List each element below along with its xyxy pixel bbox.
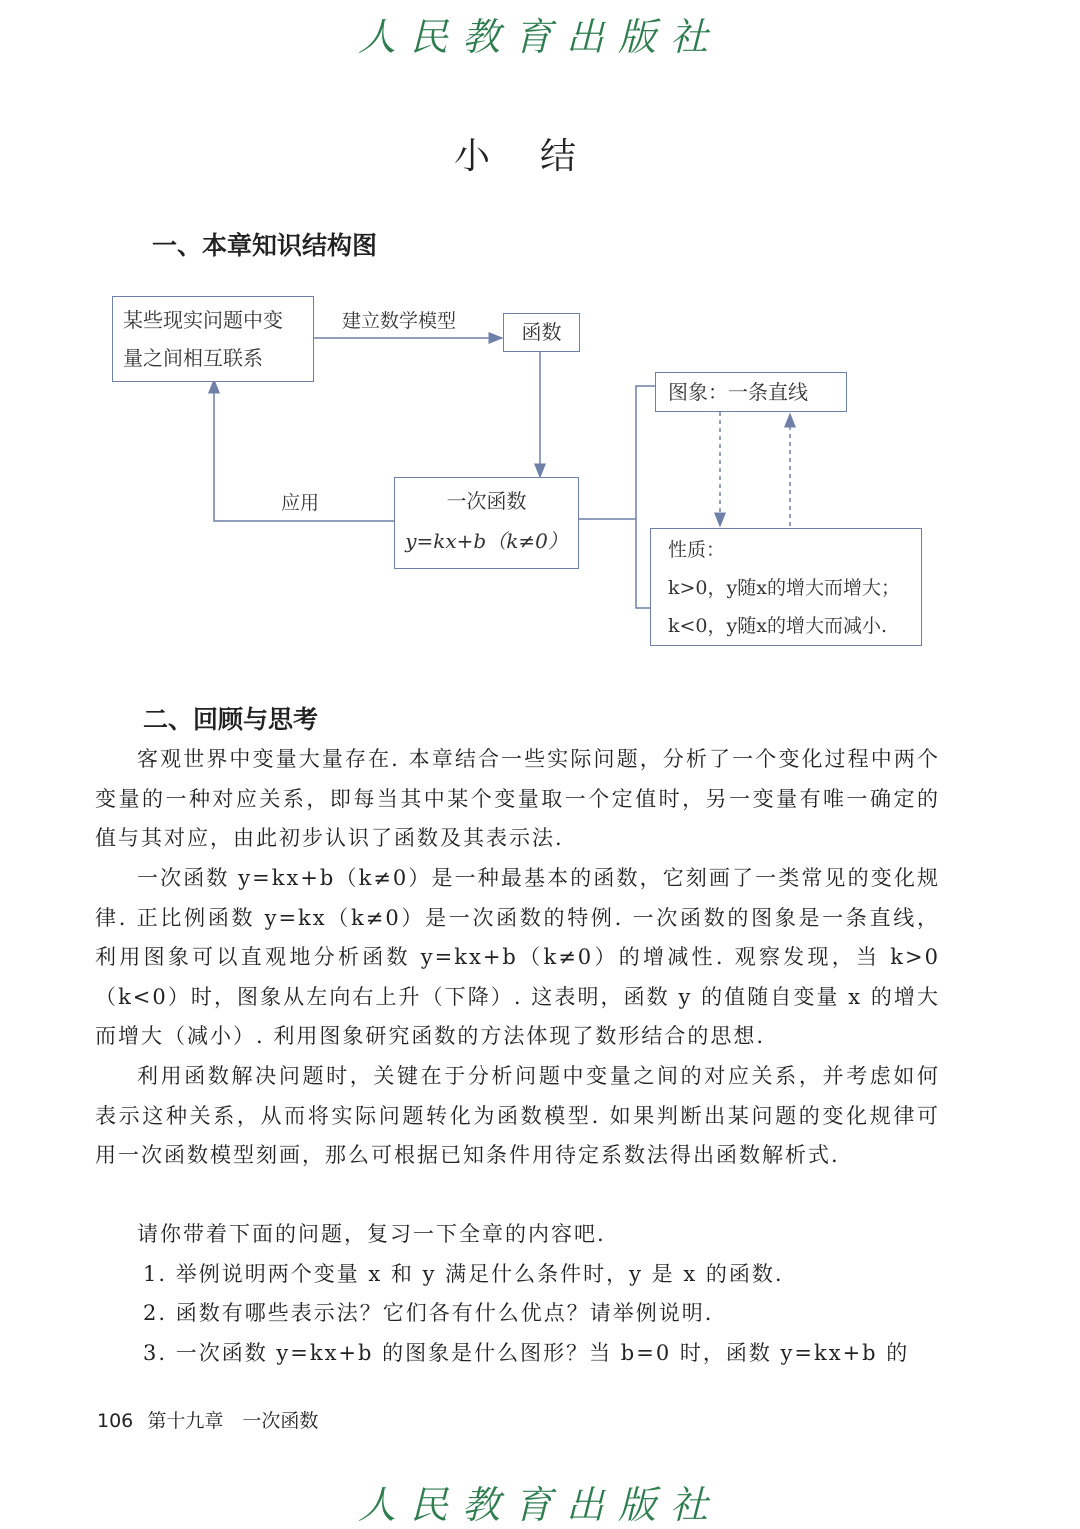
label-build-model: 建立数学模型: [342, 310, 457, 332]
prop-line1: 性质：: [668, 539, 726, 561]
question-2: 2. 函数有哪些表示法？它们各有什么优点？请举例说明.: [143, 1301, 714, 1325]
linear-line2: y=kx+b（k≠0）: [405, 529, 568, 553]
question-1: 1. 举例说明两个变量 x 和 y 满足什么条件时，y 是 x 的函数.: [143, 1262, 784, 1286]
box-real-line1: 某些现实问题中变: [123, 308, 283, 332]
prop-line2: k>0，y随x的增大而增大；: [668, 577, 900, 599]
box-function: 函数: [503, 313, 580, 352]
publisher-watermark-bottom: 人民教育出版社: [357, 1483, 722, 1527]
page-footer: [97, 1406, 318, 1433]
box-linear-function: [394, 477, 579, 569]
paragraph-1: 客观世界中变量大量存在. 本章结合一些实际问题，分析了一个变化过程中两个变量的一种对应关系，即每当其中某个变量取一个定值时，另一变量有唯一确定的值与其对应，由此初步认识了函数及其表示法.: [95, 747, 940, 851]
box-real-line2: 量之间相互联系: [123, 346, 263, 370]
question-3: 3. 一次函数 y=kx+b 的图象是什么图形？当 b=0 时，函数 y=kx+b 的: [143, 1341, 910, 1365]
section1-heading: 一、本章知识结构图: [152, 231, 378, 260]
prop-line3: k<0，y随x的增大而减小.: [668, 615, 888, 637]
box-properties: [650, 528, 922, 646]
chapter-title: 第十九章 一次函数: [147, 1410, 319, 1432]
linear-line1: 一次函数: [446, 489, 527, 513]
page-title: 小结: [453, 136, 626, 177]
section2-heading: 二、回顾与思考: [143, 705, 319, 734]
page-number: 106: [97, 1410, 134, 1432]
paragraph-2: 一次函数 y=kx+b（k≠0）是一种最基本的函数，它刻画了一类常见的变化规律. 正比例函数 y=kx（k≠0）是一次函数的特例. 一次函数的图象是一条直线，利用图象可以直观地分析函数 y=kx+b（k≠0）的增减性. 观察发现，当 k>0（k<0）时，图象从左向右上升（下降）. 这表明，函数 y 的值随自变量 x 的增大而增大（减小）. 利用图象研究函数的方法体现了数形结合的思想.: [95, 866, 940, 1049]
label-apply: 应用: [281, 492, 320, 514]
publisher-watermark-top: 人民教育出版社: [357, 15, 722, 59]
box-real-problem: [112, 296, 314, 382]
box-graph: 图象：一条直线: [655, 372, 847, 412]
paragraph-4: 请你带着下面的问题，复习一下全章的内容吧.: [137, 1222, 606, 1246]
paragraph-3: 利用函数解决问题时，关键在于分析问题中变量之间的对应关系，并考虑如何表示这种关系，从而将实际问题转化为函数模型. 如果判断出某问题的变化规律可用一次函数模型刻画，那么可根据已知条件用待定系数法得出函数解析式.: [95, 1064, 940, 1168]
